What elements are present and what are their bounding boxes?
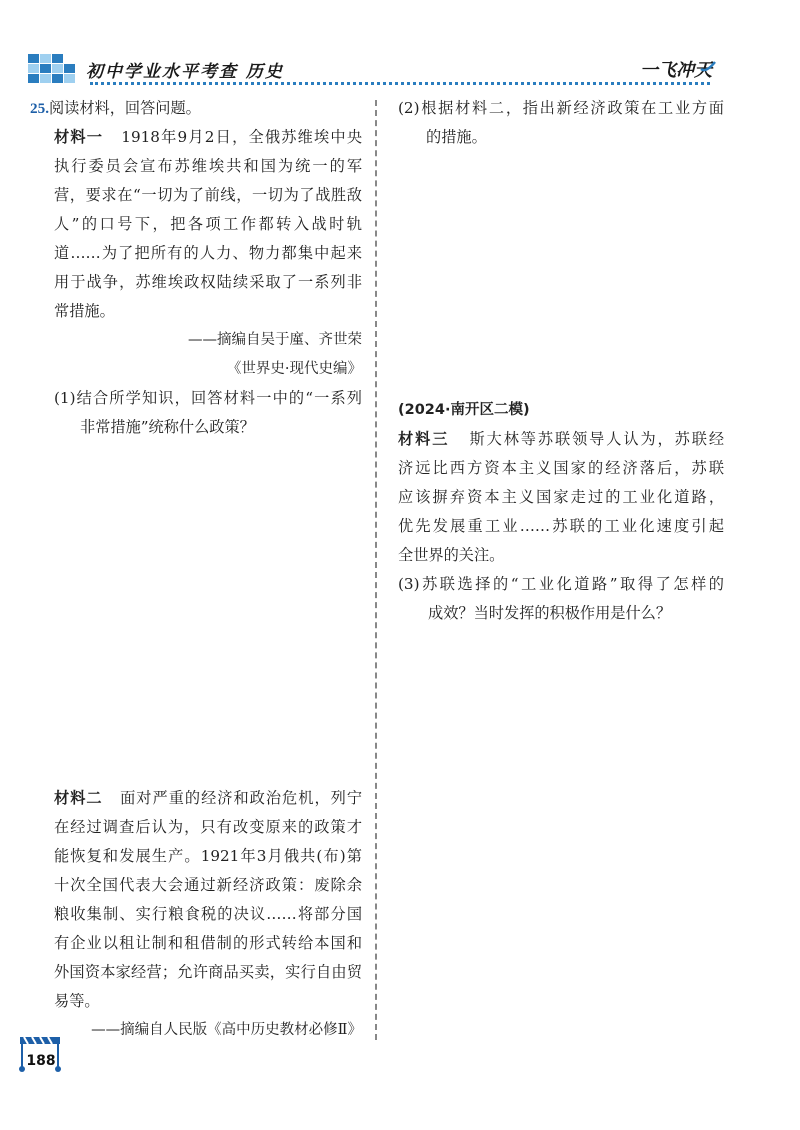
material-1-line: 执行委员会宣布苏维埃共和国为统一的军 (54, 157, 362, 175)
material-3-line: 济远比西方资本主义国家的经济落后，苏联 (398, 459, 724, 477)
material-2-line: 材料二 面对严重的经济和政治危机，列宁 (54, 789, 363, 807)
material-2-label: 材料二 (54, 789, 103, 807)
page-number: 188 (26, 1053, 56, 1069)
material-1 (30, 123, 362, 384)
material-1-line: 道……为了把所有的人力、物力都集中起来 (54, 244, 362, 262)
question-25-prompt: 25.阅读材料，回答问题。 (30, 99, 201, 117)
question-2-line: 的措施。 (426, 128, 487, 146)
header-title: 初中学业水平考查 历史 (86, 62, 284, 82)
material-2-line: 有企业以租让制和租借制的形式转给本国和 (54, 934, 362, 952)
material-1-label: 材料一 (54, 128, 104, 146)
material-1-source-title: 《世界史·现代史编》 (226, 361, 362, 377)
material-3-line: 材料三 斯大林等苏联领导人认为，苏联经 (398, 430, 725, 448)
material-2 (54, 784, 362, 1045)
material-2-line: 在经过调查后认为，只有改变原来的政策才 (54, 818, 362, 836)
material-2-line: 能恢复和发展生产。1921年3月俄共(布)第 (54, 847, 362, 865)
material-1-line: 营，要求在“一切为了前线，一切为了战胜敌 (54, 186, 362, 204)
right-lower (398, 396, 724, 628)
question-2 (398, 94, 724, 152)
material-1-line: 人”的口号下，把各项工作都转入战时轨 (54, 215, 362, 233)
column-divider (375, 100, 377, 1040)
material-3-line: 全世界的关注。 (398, 546, 505, 564)
question-number: 25. (30, 100, 49, 117)
material-2-line: 外国资本家经营；允许商品买卖，实行自由贸 (54, 963, 362, 981)
left-column (30, 94, 362, 442)
brand-swoosh-icon (700, 60, 716, 74)
material-1-line: 材料一 1918年9月2日，全俄苏维埃中央 (54, 128, 363, 146)
question-1-line: (1)结合所学知识，回答材料一中的“一系列 (54, 389, 362, 407)
material-3-label: 材料三 (398, 430, 450, 448)
page-header (0, 0, 800, 96)
question-2-line: (2)根据材料二，指出新经济政策在工业方面 (398, 99, 724, 117)
header-logo-icon (28, 54, 74, 88)
material-2-line: 易等。 (54, 992, 100, 1010)
material-3-line: 优先发展重工业……苏联的工业化速度引起 (398, 517, 724, 535)
material-1-source: ——摘编自吴于廑、齐世荣 (188, 332, 362, 348)
question-3-line: 成效？当时发挥的积极作用是什么？ (428, 604, 671, 622)
header-divider (90, 82, 710, 85)
material-2-line: 粮收集制、实行粮食税的决议……将部分国 (54, 905, 362, 923)
question-3-line: (3)苏联选择的“工业化道路”取得了怎样的 (398, 575, 724, 593)
material-3-line: 应该摒弃资本主义国家走过的工业化道路， (398, 488, 724, 506)
question-1 (30, 384, 362, 442)
material-1-line: 用于战争，苏维埃政权陆续采取了一系列非 (54, 273, 362, 291)
header-brand: 一飞冲天 (640, 60, 712, 81)
question-1-line: 非常措施”统称什么政策？ (80, 418, 255, 436)
material-2-source: ——摘编自人民版《高中历史教材必修Ⅱ》 (91, 1022, 362, 1038)
material-1-line: 常措施。 (54, 302, 115, 320)
material-2-line: 十次全国代表大会通过新经济政策：废除余 (54, 876, 362, 894)
source-tag: (2024·南开区二模) (398, 402, 530, 418)
